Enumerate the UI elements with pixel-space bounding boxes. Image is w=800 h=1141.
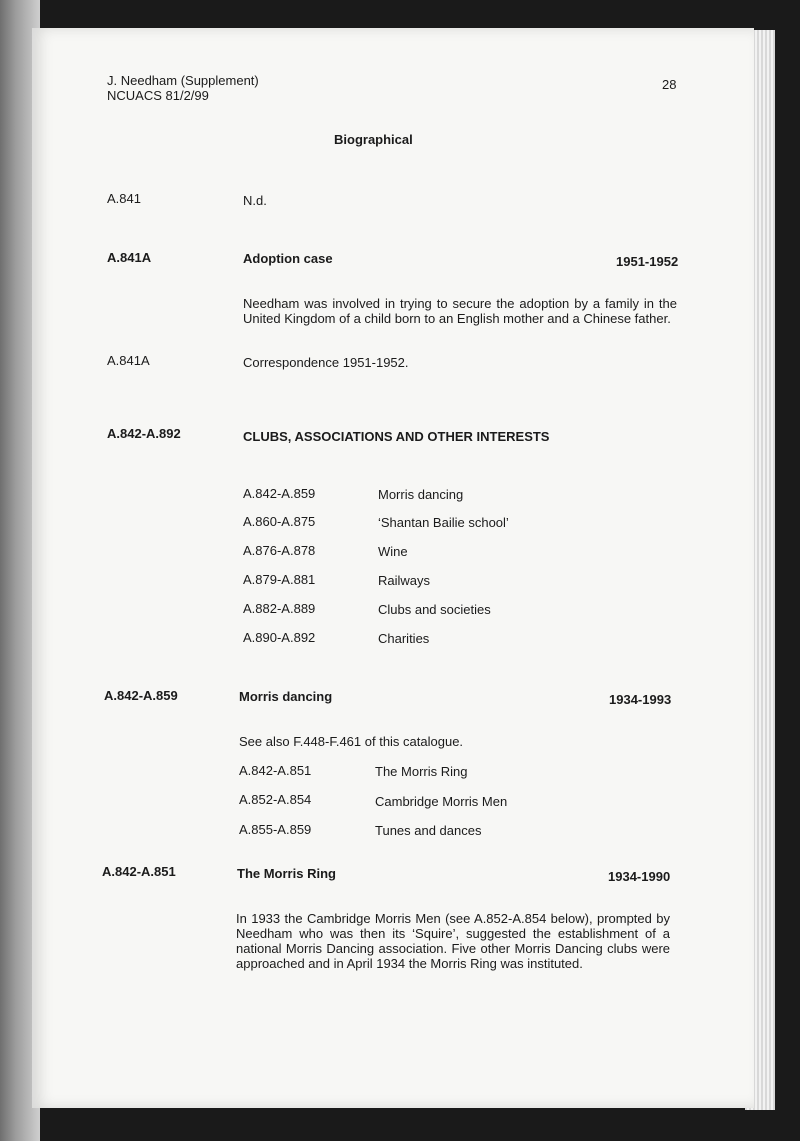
series-title: CLUBS, ASSOCIATIONS AND OTHER INTERESTS bbox=[243, 429, 550, 444]
document-page bbox=[32, 28, 754, 1108]
page-number: 28 bbox=[662, 77, 677, 92]
subseries-dates: 1934-1990 bbox=[608, 869, 671, 884]
contents-ref: A.882-A.889 bbox=[243, 601, 316, 616]
entry-ref: A.841 bbox=[107, 191, 141, 206]
contents-label: The Morris Ring bbox=[375, 764, 468, 779]
contents-label: Tunes and dances bbox=[375, 823, 482, 838]
section-title: Biographical bbox=[334, 132, 413, 147]
see-also-note: See also F.448-F.461 of this catalogue. bbox=[239, 734, 464, 749]
contents-label: Charities bbox=[378, 631, 430, 646]
contents-ref: A.842-A.851 bbox=[239, 763, 312, 778]
entry-text: N.d. bbox=[243, 193, 267, 208]
series-ref: A.842-A.892 bbox=[107, 426, 181, 441]
entry-ref: A.841A bbox=[107, 353, 150, 368]
entry-description: Needham was involved in trying to secure the adoption by a family in the United Kingdom of a child born to an English mother and a Chinese father. bbox=[243, 296, 677, 326]
contents-ref: A.876-A.878 bbox=[243, 543, 316, 558]
entry-text: Correspondence 1951-1952. bbox=[243, 355, 409, 370]
header-catalogue-ref: NCUACS 81/2/99 bbox=[107, 88, 209, 103]
entry-title: Adoption case bbox=[243, 251, 333, 266]
subseries-title: The Morris Ring bbox=[237, 866, 336, 881]
subseries-description: In 1933 the Cambridge Morris Men (see A.852-A.854 below), prompted by Needham who was then its ‘Squire’, suggested the establishment of a national Morris Dancing association. Five other Morris Dancing clubs were approached and in April 1934 the Morris Ring was instituted. bbox=[236, 911, 670, 971]
contents-ref: A.860-A.875 bbox=[243, 514, 316, 529]
contents-ref: A.855-A.859 bbox=[239, 822, 312, 837]
contents-label: Wine bbox=[378, 544, 408, 559]
entry-ref: A.841A bbox=[107, 250, 152, 265]
contents-ref: A.842-A.859 bbox=[243, 486, 316, 501]
contents-ref: A.890-A.892 bbox=[243, 630, 316, 645]
entry-dates: 1951-1952 bbox=[616, 254, 679, 269]
subseries-ref: A.842-A.851 bbox=[102, 864, 176, 879]
subseries-title: Morris dancing bbox=[239, 689, 333, 704]
contents-label: Clubs and societies bbox=[378, 602, 491, 617]
subseries-ref: A.842-A.859 bbox=[104, 688, 178, 703]
contents-label: Railways bbox=[378, 573, 431, 588]
subseries-dates: 1934-1993 bbox=[609, 692, 672, 707]
header-catalogue-title: J. Needham (Supplement) bbox=[107, 73, 259, 88]
contents-label: Morris dancing bbox=[378, 487, 464, 502]
contents-label: Cambridge Morris Men bbox=[375, 794, 508, 809]
contents-label: ‘Shantan Bailie school’ bbox=[378, 515, 509, 530]
contents-ref: A.852-A.854 bbox=[239, 792, 312, 807]
contents-ref: A.879-A.881 bbox=[243, 572, 316, 587]
